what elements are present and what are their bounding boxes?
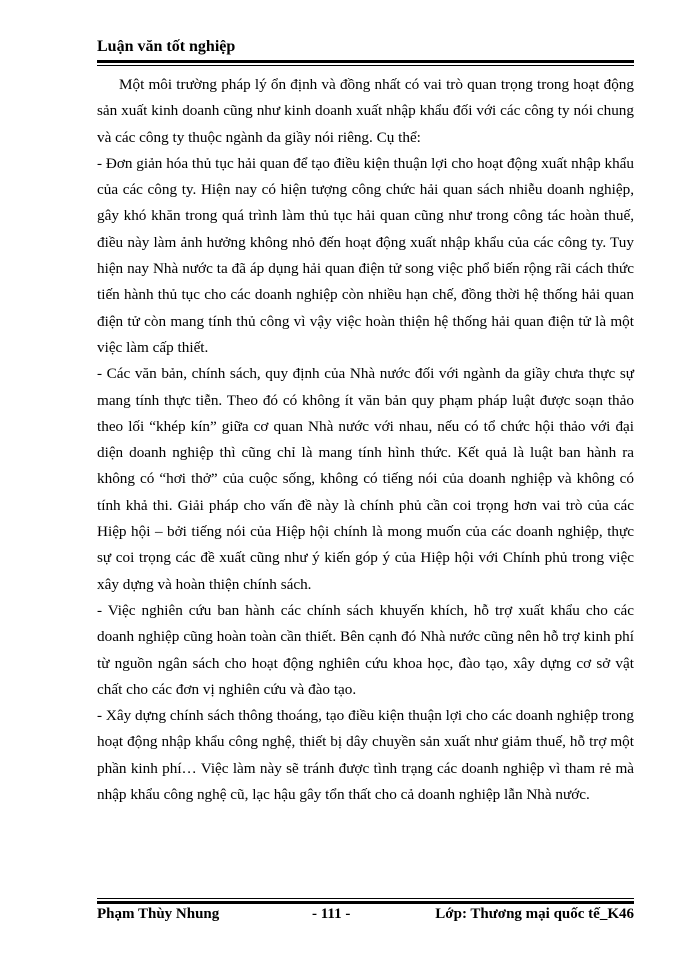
bullet-paragraph-regulations: - Các văn bản, chính sách, quy định của Nhà nước đối với ngành da giầy chưa thực sự mang tính thực tiễn. Theo đó có không ít văn bản quy phạm pháp luật được soạn thảo theo lối “khép kín” giữa cơ quan Nhà nước với nhau, nếu có tổ chức hội thảo với đại diện doanh nghiệp thì cũng chỉ là mang tính hình thức. Kết quả là luật ban hành ra không có “hơi thở” của cuộc sống, không có tiếng nói của doanh nghiệp và không có tính khả thi. Giải pháp cho vấn đề này là chính phủ cần coi trọng hơn vai trò của các Hiệp hội – bởi tiếng nói của Hiệp hội chính là mong muốn của các doanh nghiệp, thực sự coi trọng các đề xuất cũng như ý kiến góp ý của Hiệp hội với Chính phủ trong việc xây dựng và hoàn thiện chính sách.	[97, 365, 634, 593]
footer-author: Phạm Thùy Nhung	[97, 906, 220, 922]
footer-class-name: Lớp: Thương mại quốc tế_K46	[435, 906, 634, 922]
bullet-paragraph-import-policy: - Xây dựng chính sách thông thoáng, tạo điều kiện thuận lợi cho các doanh nghiệp trong hoạt động nhập khẩu công nghệ, thiết bị dây chuyền sản xuất như giảm thuế, hỗ trợ một phần kinh phí… Việc làm này sẽ tránh được tình trạng các doanh nghiệp vì tham rẻ mà nhập khẩu công nghệ cũ, lạc hậu gây tổn thất cho cả doanh nghiệp lẫn Nhà nước.	[97, 707, 634, 804]
bullet-paragraph-export-support: - Việc nghiên cứu ban hành các chính sách khuyến khích, hỗ trợ xuất khẩu cho các doanh nghiệp cũng hoàn toàn cần thiết. Bên cạnh đó Nhà nước cũng nên hỗ trợ kinh phí từ nguồn ngân sách cho hoạt động nghiên cứu khoa học, đào tạo, xây dựng cơ sở vật chất cho các đơn vị nghiên cứu và đào tạo.	[97, 601, 634, 698]
footer-page-number: - 111 -	[312, 906, 351, 922]
footer-rule-thick	[97, 901, 634, 904]
header-rule-thick	[97, 60, 634, 63]
footer-rule-thin	[97, 898, 634, 899]
header-rule	[97, 60, 634, 66]
bullet-paragraph-customs: - Đơn giản hóa thủ tục hải quan để tạo điều kiện thuận lợi cho hoạt động xuất nhập khẩu của các công ty. Hiện nay có hiện tượng công chức hải quan sách nhiễu doanh nghiệp, gây khó khăn trong quá trình làm thủ tục hải quan cũng như trong công tác hoàn thuế, điều này làm ảnh hưởng không nhỏ đến hoạt động xuất nhập khẩu của các công ty. Tuy hiện nay Nhà nước ta đã áp dụng hải quan điện tử song việc phổ biến rộng rãi cách thức tiến hành thủ tục cho các doanh nghiệp còn nhiều hạn chế, đồng thời hệ thống hải quan điện tử còn mang tính thủ công vì vậy việc hoàn thiện hệ thống hải quan điện tử là một việc làm cấp thiết.	[97, 154, 634, 356]
page-footer	[97, 906, 634, 926]
intro-paragraph: Một môi trường pháp lý ổn định và đồng nhất có vai trò quan trọng trong hoạt động sản xuất kinh doanh cũng như kinh doanh xuất nhập khẩu đối với các công ty nói chung và các công ty thuộc ngành da giầy nói riêng. Cụ thể:	[97, 76, 634, 146]
page-header-title: Luận văn tốt nghiệp	[97, 38, 236, 55]
header-rule-thin	[97, 65, 634, 66]
footer-rule	[97, 898, 634, 904]
body-text	[97, 72, 634, 808]
